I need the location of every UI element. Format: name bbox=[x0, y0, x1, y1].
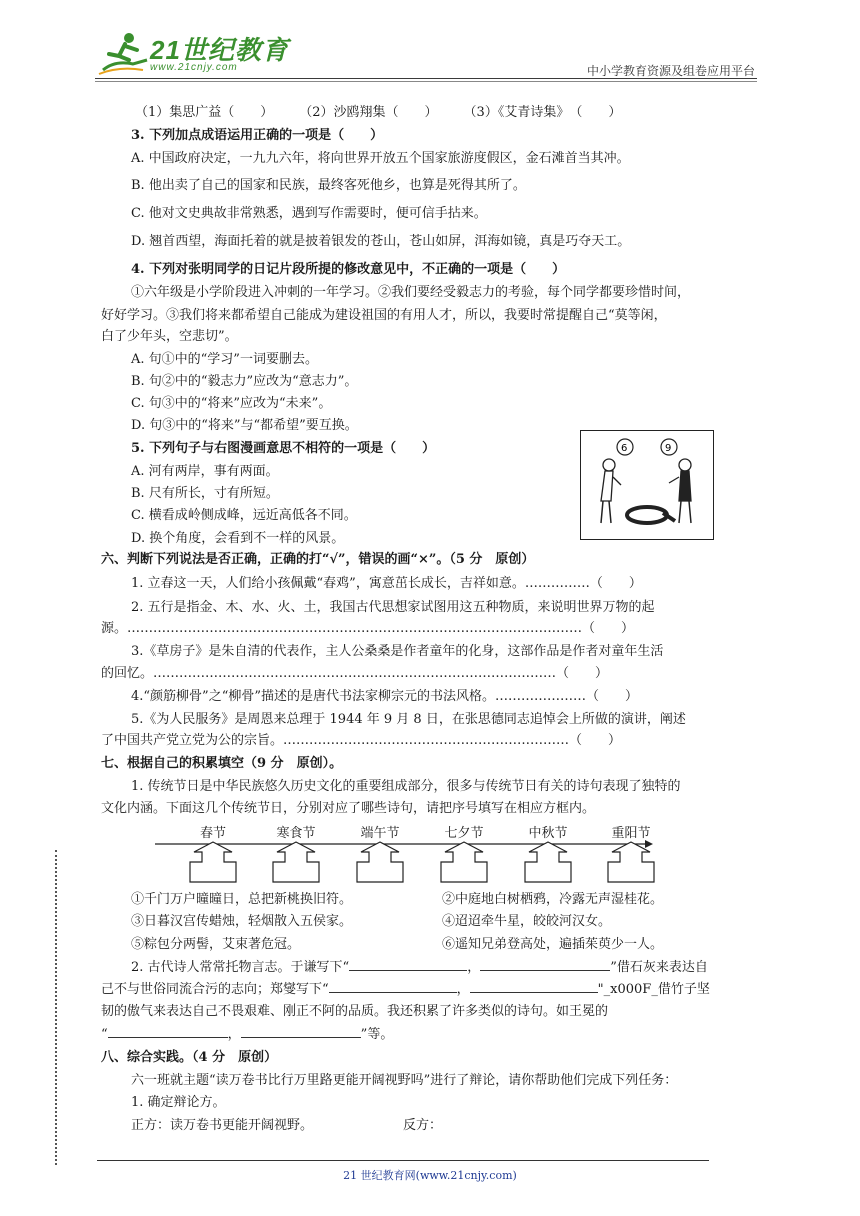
blank-input[interactable] bbox=[480, 958, 610, 971]
s7-item-1-line-2: 文化内涵。下面这几个传统节日，分别对应了哪些诗句，请把序号填写在相应方框内。 bbox=[101, 801, 596, 816]
svg-text:6: 6 bbox=[621, 443, 628, 454]
q4-option-a: A. 句①中的“学习”一词要删去。 bbox=[131, 352, 318, 367]
s7-item-2-line-2 bbox=[101, 978, 710, 997]
s6-item-2-line-1: 2. 五行是指金、木、水、火、土，我国古代思想家试图用这五种物质，来说明世界万物的起 bbox=[131, 600, 655, 615]
poem-3: ③日暮汉宫传蜡烛，轻烟散入五侯家。 bbox=[131, 914, 353, 929]
q3-option-a-text: A. 中国政府决定，一九九六年，将向世界开放五个国家旅游度假区，金石滩首当其冲。 bbox=[131, 151, 630, 166]
footer-text[interactable]: 21 世纪教育网(www.21cnjy.com) bbox=[343, 1169, 517, 1182]
s8-negative-label: 反方： bbox=[403, 1118, 443, 1133]
text-segment: 2. 古代诗人常常托物言志。于谦写下“ bbox=[131, 960, 350, 975]
answer-box bbox=[190, 842, 236, 882]
q2-items-line: （1）集思广益（ ） （2）沙鸥翔集（ ） （3）《艾青诗集》 （ ） bbox=[135, 105, 622, 120]
header-platform-text: 中小学教育资源及组卷应用平台 bbox=[586, 64, 755, 78]
section-8-heading: 八、综合实践。（4 分 原创） bbox=[101, 1050, 278, 1065]
answer-box bbox=[273, 842, 319, 882]
text-segment: ”借石灰来表达自 bbox=[610, 960, 708, 975]
s6-item-5-line-1: 5.《为人民服务》是周恩来总理于 1944 年 9 月 8 日，在张思德同志追悼会上所做的演讲，阐述 bbox=[131, 712, 686, 727]
text-segment: ”等。 bbox=[360, 1027, 394, 1042]
poem-5: ⑤粽包分两髻，艾束著危冠。 bbox=[131, 937, 301, 952]
s6-item-5-line-2: 了中国共产党立党为公的宗旨。…………………………………………………………（ ） bbox=[101, 733, 622, 748]
q4-passage-line-1: ①六年级是小学阶段进入冲刺的一年学习。②我们要经受毅志力的考验，每个同学都要珍惜时间， bbox=[131, 285, 691, 300]
section-6-heading: 六、判断下列说法是否正确，正确的打“√”，错误的画“×”。（5 分 原创） bbox=[101, 552, 535, 567]
festival-label: 寒食节 bbox=[276, 826, 316, 841]
poem-6: ⑥遥知兄弟登高处，遍插茱萸少一人。 bbox=[442, 937, 664, 952]
q4-passage-line-2: 好好学习。③我们将来都希望自己能成为建设祖国的有用人才，所以，我要时常提醒自己“莫等闲， bbox=[101, 308, 667, 323]
comic-illustration bbox=[580, 430, 714, 540]
s6-item-3-line-2: 的回忆。…………………………………………………………………………………（ ） bbox=[101, 666, 609, 681]
binding-dotted-line bbox=[55, 850, 57, 1165]
q5-option-a: A. 河有两岸，事有两面。 bbox=[131, 464, 279, 479]
blank-input[interactable] bbox=[241, 1025, 361, 1038]
q5-option-c: C. 横看成岭侧成峰，远近高低各不同。 bbox=[131, 508, 357, 523]
s6-item-3-line-1: 3.《草房子》是朱自清的代表作，主人公桑桑是作者童年的化身，这部作品是作者对童年生活 bbox=[131, 644, 664, 659]
s6-item-1: 1. 立春这一天，人们给小孩佩戴“春鸡”，寓意茁长成长，吉祥如意。……………（ ） bbox=[131, 576, 642, 591]
answer-box bbox=[525, 842, 571, 882]
s6-item-4: 4.“颜筋柳骨”之“柳骨”描述的是唐代书法家柳宗元的书法风格。…………………（ ） bbox=[131, 689, 638, 704]
festival-label: 中秋节 bbox=[528, 826, 568, 841]
section-7-heading: 七、根据自己的积累填空（9 分 原创）。 bbox=[101, 756, 343, 771]
q5-option-b: B. 尺有所长，寸有所短。 bbox=[131, 486, 279, 501]
s6-item-2-line-2: 源。……………………………………………………………………………………………（ ） bbox=[101, 621, 635, 636]
q3-option-d: D. 翘首西望，海面托着的就是披着银发的苍山，苍山如屏，洱海如镜，真是巧夺天工。 bbox=[131, 234, 631, 249]
logo-url: www.21cnjy.com bbox=[150, 62, 238, 73]
blank-input[interactable] bbox=[349, 958, 467, 971]
s7-item-2-line-1 bbox=[131, 956, 708, 975]
comic-two-people-icon bbox=[581, 431, 713, 539]
q4-option-c: C. 句③中的“将来”应改为“未来”。 bbox=[131, 396, 332, 411]
q3-option-c: C. 他对文史典故非常熟悉，遇到写作需要时，便可信手拈来。 bbox=[131, 206, 487, 221]
q4-option-d: D. 句③中的“将来”与“都希望”要互换。 bbox=[131, 418, 358, 433]
header-divider bbox=[95, 78, 757, 79]
festival-label: 春节 bbox=[199, 826, 226, 841]
question-3: 3. 下列加点成语运用正确的一项是（ ） bbox=[131, 128, 384, 143]
header-divider-thin bbox=[95, 81, 757, 82]
text-segment: 己不与世俗同流合污的志向；郑燮写下“ bbox=[101, 982, 329, 997]
q4-option-b: B. 句②中的“毅志力”应改为“意志力”。 bbox=[131, 374, 358, 389]
festival-label: 七夕节 bbox=[444, 826, 484, 841]
question-4: 4. 下列对张明同学的日记片段所提的修改意见中，不正确的一项是（ ） bbox=[131, 262, 566, 277]
answer-box bbox=[608, 842, 654, 882]
s7-item-2-line-4 bbox=[101, 1023, 393, 1042]
text-segment: ， bbox=[467, 960, 481, 975]
text-segment: ， bbox=[227, 1027, 241, 1042]
blank-input[interactable] bbox=[108, 1025, 228, 1038]
blank-input[interactable] bbox=[329, 980, 457, 993]
s7-item-1-line-1: 1. 传统节日是中华民族悠久历史文化的重要组成部分，很多与传统节日有关的诗句表现了独特的 bbox=[131, 779, 681, 794]
timeline-arrow-boxes bbox=[150, 838, 660, 888]
text-segment: ， bbox=[456, 982, 470, 997]
festival-label: 重阳节 bbox=[611, 826, 651, 841]
q3-option-b: B. 他出卖了自己的国家和民族，最终客死他乡，也算是死得其所了。 bbox=[131, 178, 526, 193]
runner-logo-icon bbox=[95, 30, 155, 78]
poem-4: ④迢迢牵牛星，皎皎河汉女。 bbox=[442, 914, 612, 929]
blank-input[interactable] bbox=[470, 980, 598, 993]
text-segment: "_x000F_借竹子坚 bbox=[597, 982, 710, 997]
s8-task-1: 1. 确定辩论方。 bbox=[131, 1095, 226, 1110]
logo-text: 21世纪教育 bbox=[150, 35, 289, 65]
s7-item-2-line-3: 韧的傲气来表达自己不畏艰难、刚正不阿的品质。我还积累了许多类似的诗句。如王冕的 bbox=[101, 1004, 609, 1019]
festival-label: 端午节 bbox=[360, 826, 400, 841]
text-segment: “ bbox=[101, 1027, 108, 1042]
poem-1: ①千门万户曈曈日，总把新桃换旧符。 bbox=[131, 892, 353, 907]
s8-affirmative: 正方：读万卷书更能开阔视野。 bbox=[131, 1118, 314, 1133]
q3-option-a bbox=[131, 147, 630, 166]
q5-option-d: D. 换个角度，会看到不一样的风景。 bbox=[131, 531, 345, 546]
svg-text:9: 9 bbox=[665, 443, 672, 454]
answer-box bbox=[357, 842, 403, 882]
s8-intro: 六一班就主题“读万卷书比行万里路更能开阔视野吗”进行了辩论，请你帮助他们完成下列任务： bbox=[131, 1073, 678, 1088]
answer-box bbox=[441, 842, 487, 882]
poem-2: ②中庭地白树栖鸦，冷露无声湿桂花。 bbox=[442, 892, 664, 907]
q4-passage-line-3: 白了少年头，空悲切”。 bbox=[101, 329, 238, 344]
footer-divider bbox=[97, 1160, 709, 1161]
question-5: 5. 下列句子与右图漫画意思不相符的一项是（ ） bbox=[131, 441, 436, 456]
